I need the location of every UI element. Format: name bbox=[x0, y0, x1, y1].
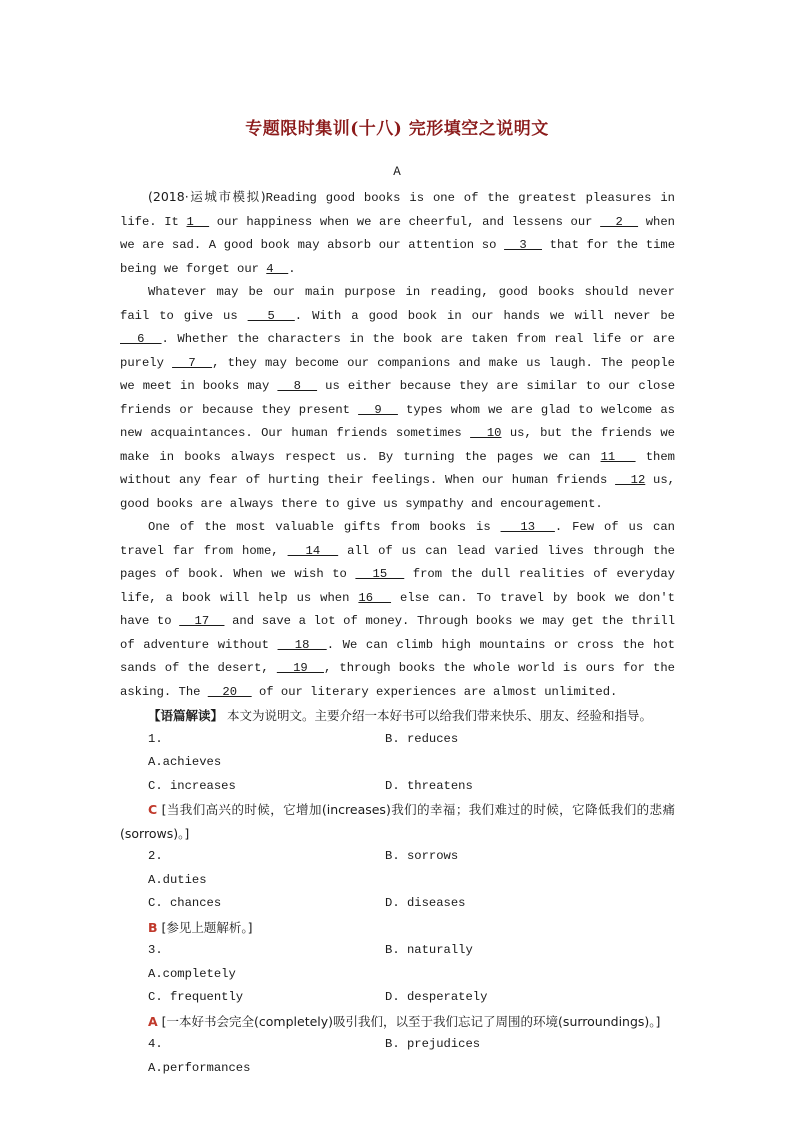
option-c: C. increases bbox=[148, 778, 236, 793]
explanation: [一本好书会完全(completely)吸引我们，以至于我们忘记了周围的环境(surroundings)。] bbox=[157, 1013, 661, 1029]
q-number: 4. bbox=[148, 1037, 163, 1051]
option-c: C. chances bbox=[148, 896, 222, 910]
source-note: (2018·运城市模拟) bbox=[148, 189, 266, 204]
p3-content bbox=[120, 520, 675, 699]
text-run: Whatever may be our main purpose in reading, good books should never fail to give us bbox=[120, 285, 675, 323]
blank-slot: 6 bbox=[120, 332, 162, 346]
blank-slot: 17 bbox=[179, 614, 225, 628]
text-run: and save a lot of money. Through books we may get the thrill of adventure without bbox=[120, 614, 676, 652]
blank-slot: 16 bbox=[358, 590, 392, 605]
blank-slot: 9 bbox=[358, 402, 398, 417]
blank-slot: 19 bbox=[276, 661, 324, 675]
option-c: C. frequently bbox=[148, 990, 244, 1004]
text-run: One of the most valuable gifts from books is bbox=[148, 520, 501, 534]
text-run: when we are sad. A good book may absorb our attention so bbox=[120, 214, 675, 252]
answer-letter: B bbox=[148, 919, 158, 935]
q-number: 1. bbox=[148, 731, 163, 746]
option-b: B. prejudices bbox=[385, 1037, 481, 1051]
analysis-tag: 【语篇解读】 bbox=[148, 708, 224, 723]
blank-slot: 5 bbox=[247, 308, 295, 323]
discourse-analysis bbox=[120, 704, 675, 728]
blank-slot: 1 bbox=[186, 214, 210, 229]
text-run: from the dull realities of everyday life, a book will help us when bbox=[120, 567, 675, 605]
text-run: us either because they are similar to our close friends or because they present bbox=[120, 379, 676, 417]
paragraph-3 bbox=[120, 516, 675, 704]
text-run: all of us can lead varied lives through the pages of book. When we wish to bbox=[120, 543, 675, 581]
text-run: . bbox=[288, 261, 296, 276]
option-a: A.performances bbox=[148, 1060, 251, 1075]
explanation: [当我们高兴的时候，它增加(increases)我们的幸福；我们难过的时候，它降低我们的悲痛(sorrows)。] bbox=[120, 802, 675, 841]
blank-slot: 7 bbox=[172, 355, 213, 370]
blank-slot: 10 bbox=[470, 426, 502, 440]
question-4 bbox=[120, 1033, 675, 1080]
answer-letter: C bbox=[148, 802, 158, 817]
blank-slot: 18 bbox=[277, 637, 327, 652]
q-number: 2. bbox=[148, 849, 163, 863]
blank-slot: 2 bbox=[600, 214, 639, 229]
text-run: us, good books are always there to give us sympathy and encouragement. bbox=[120, 473, 675, 511]
answer-explanation bbox=[120, 798, 675, 845]
text-run: . We can climb high mountains or cross the hot sands of the desert, bbox=[120, 637, 675, 675]
blank-slot: 12 bbox=[615, 473, 646, 487]
paragraph-2 bbox=[120, 281, 675, 516]
blank-slot: 14 bbox=[287, 543, 339, 558]
answer-letter: A bbox=[148, 1013, 158, 1029]
text-run: , they may become our companions and make us laugh. The people we meet in books may bbox=[120, 355, 675, 393]
question-1 bbox=[120, 728, 675, 846]
blank-slot: 20 bbox=[207, 684, 252, 699]
explanation: [参见上题解析。] bbox=[161, 919, 253, 935]
text-run: us, but the friends we make in books always respect us. By turning the pages we can bbox=[120, 426, 675, 464]
page-title: 专题限时集训(十八) 完形填空之说明文 bbox=[245, 119, 549, 139]
blank-slot: 4 bbox=[266, 261, 289, 276]
text-run: of our literary experiences are almost unlimited. bbox=[251, 684, 618, 699]
analysis-text: 本文为说明文。主要介绍一本好书可以给我们带来快乐、朋友、经验和指导。 bbox=[223, 708, 652, 723]
document-body bbox=[120, 185, 675, 1080]
text-run: , through books the whole world is ours for the asking. The bbox=[120, 661, 675, 699]
option-d: D. desperately bbox=[385, 990, 488, 1004]
option-d: D. diseases bbox=[385, 896, 466, 910]
option-b: B. sorrows bbox=[385, 849, 459, 863]
option-a: A.completely bbox=[148, 966, 236, 981]
option-b: B. naturally bbox=[385, 943, 473, 957]
blank-slot: 3 bbox=[504, 238, 542, 252]
text-run: else can. To travel by book we don't have to bbox=[120, 590, 675, 628]
section-label: A bbox=[393, 165, 401, 179]
blank-slot: 13 bbox=[500, 520, 555, 534]
text-run: Reading good books is one of the greatest pleasures in life. It bbox=[120, 191, 675, 229]
text-run: . Few of us can travel far from home, bbox=[120, 520, 675, 558]
text-run: that for the time being we forget our bbox=[120, 238, 676, 276]
answer-explanation bbox=[120, 1010, 675, 1034]
question-2 bbox=[120, 845, 675, 939]
option-a: A.achieves bbox=[148, 755, 222, 769]
blank-slot: 11 bbox=[600, 449, 636, 464]
option-b: B. reduces bbox=[385, 731, 459, 746]
text-run: . With a good book in our hands we will never be bbox=[294, 308, 675, 323]
answer-explanation bbox=[120, 916, 675, 940]
text-run: types whom we are glad to welcome as new acquaintances. Our human friends sometimes bbox=[120, 402, 675, 440]
text-run: our happiness when we are cheerful, and lessens our bbox=[209, 214, 601, 229]
text-run: them without any fear of hurting their feelings. When our human friends bbox=[120, 449, 675, 487]
option-d: D. threatens bbox=[385, 778, 473, 793]
paragraph-1 bbox=[120, 185, 675, 281]
text-run: . Whether the characters in the book are taken from real life or are purely bbox=[120, 332, 675, 370]
q-number: 3. bbox=[148, 943, 163, 957]
option-a: A.duties bbox=[148, 872, 207, 887]
blank-slot: 15 bbox=[355, 567, 405, 581]
blank-slot: 8 bbox=[277, 379, 318, 393]
p2-content bbox=[120, 285, 675, 511]
question-3 bbox=[120, 939, 675, 1033]
